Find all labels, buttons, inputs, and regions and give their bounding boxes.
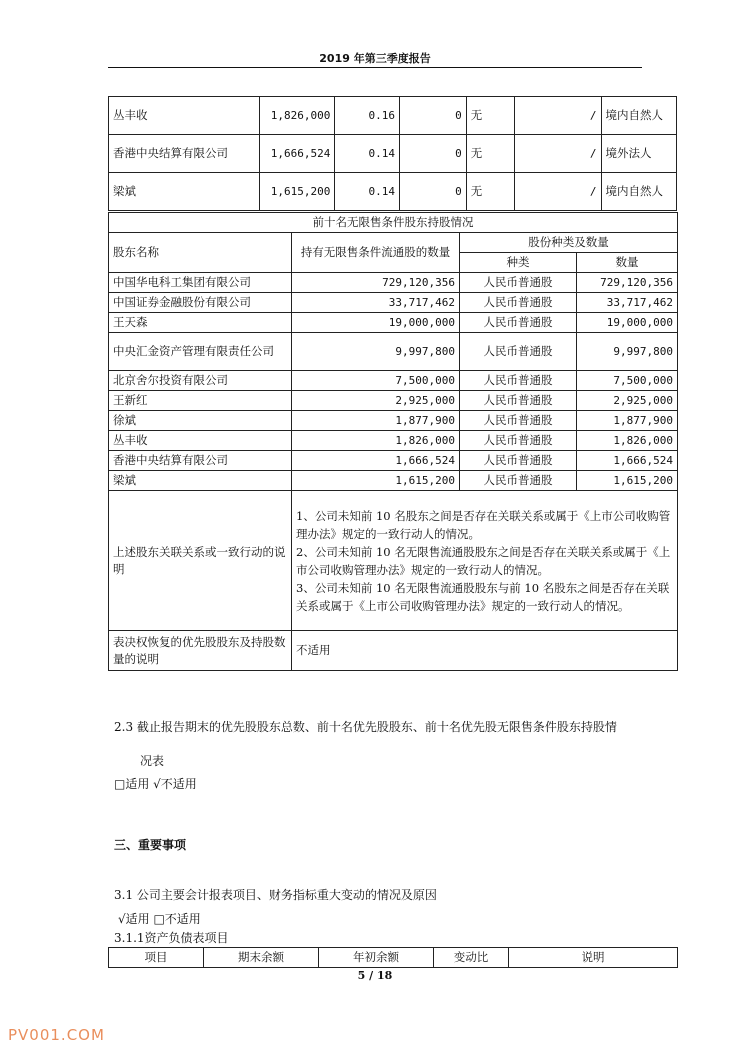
- share-type: 人民币普通股: [460, 371, 577, 391]
- percentage: 0.16: [335, 97, 400, 135]
- share-amount: 19,000,000: [577, 313, 678, 333]
- pledge-qty: /: [515, 135, 601, 173]
- unrestricted-qty: 1,826,000: [292, 431, 460, 451]
- share-amount: 1,666,524: [577, 451, 678, 471]
- share-amount: 9,997,800: [577, 333, 678, 371]
- header-opening-balance: 年初余额: [319, 948, 434, 968]
- table-row: [109, 273, 678, 293]
- unrestricted-qty: 2,925,000: [292, 391, 460, 411]
- shareholder-name: 徐斌: [109, 411, 292, 431]
- relation-item: 2、公司未知前 10 名无限售流通股股东之间是否存在关联关系或属于《上市公司收购管理办法》规定的一致行动人的情况。: [296, 544, 671, 577]
- share-type: 人民币普通股: [460, 471, 577, 491]
- shareholder-name: 香港中央结算有限公司: [109, 451, 292, 471]
- table-row: [109, 411, 678, 431]
- watermark: PV001.COM: [8, 1026, 105, 1044]
- table-row: [109, 333, 678, 371]
- restricted-shares: 0: [399, 135, 466, 173]
- preferred-text: 不适用: [292, 631, 678, 671]
- table-row: [109, 293, 678, 313]
- table-row: [109, 431, 678, 451]
- share-type: 人民币普通股: [460, 451, 577, 471]
- shares: 1,615,200: [259, 173, 334, 211]
- share-type: 人民币普通股: [460, 391, 577, 411]
- share-amount: 1,826,000: [577, 431, 678, 451]
- balance-sheet-table: [108, 947, 678, 968]
- share-type: 人民币普通股: [460, 411, 577, 431]
- table-title: 前十名无限售条件股东持股情况: [109, 213, 678, 233]
- share-amount: 7,500,000: [577, 371, 678, 391]
- unrestricted-qty: 9,997,800: [292, 333, 460, 371]
- shareholder-name: 中国证券金融股份有限公司: [109, 293, 292, 313]
- unrestricted-qty: 1,666,524: [292, 451, 460, 471]
- pledge-state: 无: [466, 173, 515, 211]
- shareholder-name: 香港中央结算有限公司: [109, 135, 260, 173]
- table-row: [109, 451, 678, 471]
- share-type: 人民币普通股: [460, 431, 577, 451]
- relation-item: 1、公司未知前 10 名股东之间是否存在关联关系或属于《上市公司收购管理办法》规定的一致行动人的情况。: [296, 508, 671, 541]
- section-2-3-option: □适用 √不适用: [114, 777, 197, 791]
- pledge-qty: /: [515, 97, 601, 135]
- header-name: 股东名称: [109, 233, 292, 273]
- shareholder-nature: 境内自然人: [601, 173, 676, 211]
- shareholder-name: 王新红: [109, 391, 292, 411]
- relation-row: [109, 491, 678, 631]
- relation-label: 上述股东关联关系或一致行动的说明: [109, 491, 292, 631]
- share-type: 人民币普通股: [460, 313, 577, 333]
- shares: 1,666,524: [259, 135, 334, 173]
- unrestricted-qty: 1,615,200: [292, 471, 460, 491]
- percentage: 0.14: [335, 135, 400, 173]
- table-header-row: [109, 948, 678, 968]
- shareholder-name: 丛丰收: [109, 97, 260, 135]
- restricted-shares: 0: [399, 97, 466, 135]
- relation-item: 3、公司未知前 10 名无限售流通股股东与前 10 名股东之间是否存在关联关系或属于《上市公司收购管理办法》规定的一致行动人的情况。: [296, 580, 670, 613]
- section-3-1-option: √适用 □不适用: [118, 912, 201, 926]
- share-amount: 2,925,000: [577, 391, 678, 411]
- share-amount: 33,717,462: [577, 293, 678, 313]
- header-note: 说明: [509, 948, 678, 968]
- relation-text: [292, 491, 678, 631]
- preferred-label: 表决权恢复的优先股股东及持股数量的说明: [109, 631, 292, 671]
- table-row: [109, 97, 677, 135]
- share-type: 人民币普通股: [460, 333, 577, 371]
- shareholder-name: 王天森: [109, 313, 292, 333]
- percentage: 0.14: [335, 173, 400, 211]
- table-row: [109, 371, 678, 391]
- table-row: [109, 173, 677, 211]
- share-amount: 1,615,200: [577, 471, 678, 491]
- share-amount: 729,120,356: [577, 273, 678, 293]
- section-3-1-1-title: 3.1.1资产负债表项目: [114, 931, 229, 945]
- shareholder-name: 梁斌: [109, 173, 260, 211]
- header-amount: 数量: [577, 253, 678, 273]
- shareholder-nature: 境外法人: [601, 135, 676, 173]
- header-type-group: 股份种类及数量: [460, 233, 678, 253]
- shareholder-nature: 境内自然人: [601, 97, 676, 135]
- header-rule: [108, 67, 642, 68]
- table-header-row: [109, 233, 678, 253]
- report-header: 2019 年第三季度报告: [319, 52, 431, 65]
- header-item: 项目: [109, 948, 204, 968]
- share-type: 人民币普通股: [460, 293, 577, 313]
- header-qty: 持有无限售条件流通股的数量: [292, 233, 460, 273]
- unrestricted-qty: 19,000,000: [292, 313, 460, 333]
- pledge-state: 无: [466, 97, 515, 135]
- shareholder-name: 中国华电科工集团有限公司: [109, 273, 292, 293]
- unrestricted-qty: 1,877,900: [292, 411, 460, 431]
- section-2-3-line2: 况表: [140, 754, 165, 768]
- pledge-qty: /: [515, 173, 601, 211]
- shareholder-name: 梁斌: [109, 471, 292, 491]
- section-3-title: 三、重要事项: [114, 838, 187, 852]
- unrestricted-shareholders-table: [108, 212, 678, 671]
- table-row: [109, 471, 678, 491]
- header-change-ratio: 变动比: [434, 948, 509, 968]
- shareholder-name: 中央汇金资产管理有限责任公司: [109, 333, 292, 371]
- preferred-row: [109, 631, 678, 671]
- section-3-1-title: 3.1 公司主要会计报表项目、财务指标重大变动的情况及原因: [114, 888, 437, 902]
- page-number: 5 / 18: [357, 969, 393, 982]
- unrestricted-qty: 729,120,356: [292, 273, 460, 293]
- section-2-3-line1: 2.3 截止报告期末的优先股股东总数、前十名优先股股东、前十名优先股无限售条件股东持股情: [114, 720, 617, 734]
- shareholder-name: 北京舍尔投资有限公司: [109, 371, 292, 391]
- header-type: 种类: [460, 253, 577, 273]
- shareholder-name: 丛丰收: [109, 431, 292, 451]
- header-closing-balance: 期末余额: [204, 948, 319, 968]
- unrestricted-qty: 7,500,000: [292, 371, 460, 391]
- share-amount: 1,877,900: [577, 411, 678, 431]
- pledge-state: 无: [466, 135, 515, 173]
- table-row: [109, 135, 677, 173]
- shares: 1,826,000: [259, 97, 334, 135]
- top-shareholders-table-continued: [108, 96, 677, 211]
- share-type: 人民币普通股: [460, 273, 577, 293]
- table-row: [109, 391, 678, 411]
- restricted-shares: 0: [399, 173, 466, 211]
- table-title-row: [109, 213, 678, 233]
- table-row: [109, 313, 678, 333]
- unrestricted-qty: 33,717,462: [292, 293, 460, 313]
